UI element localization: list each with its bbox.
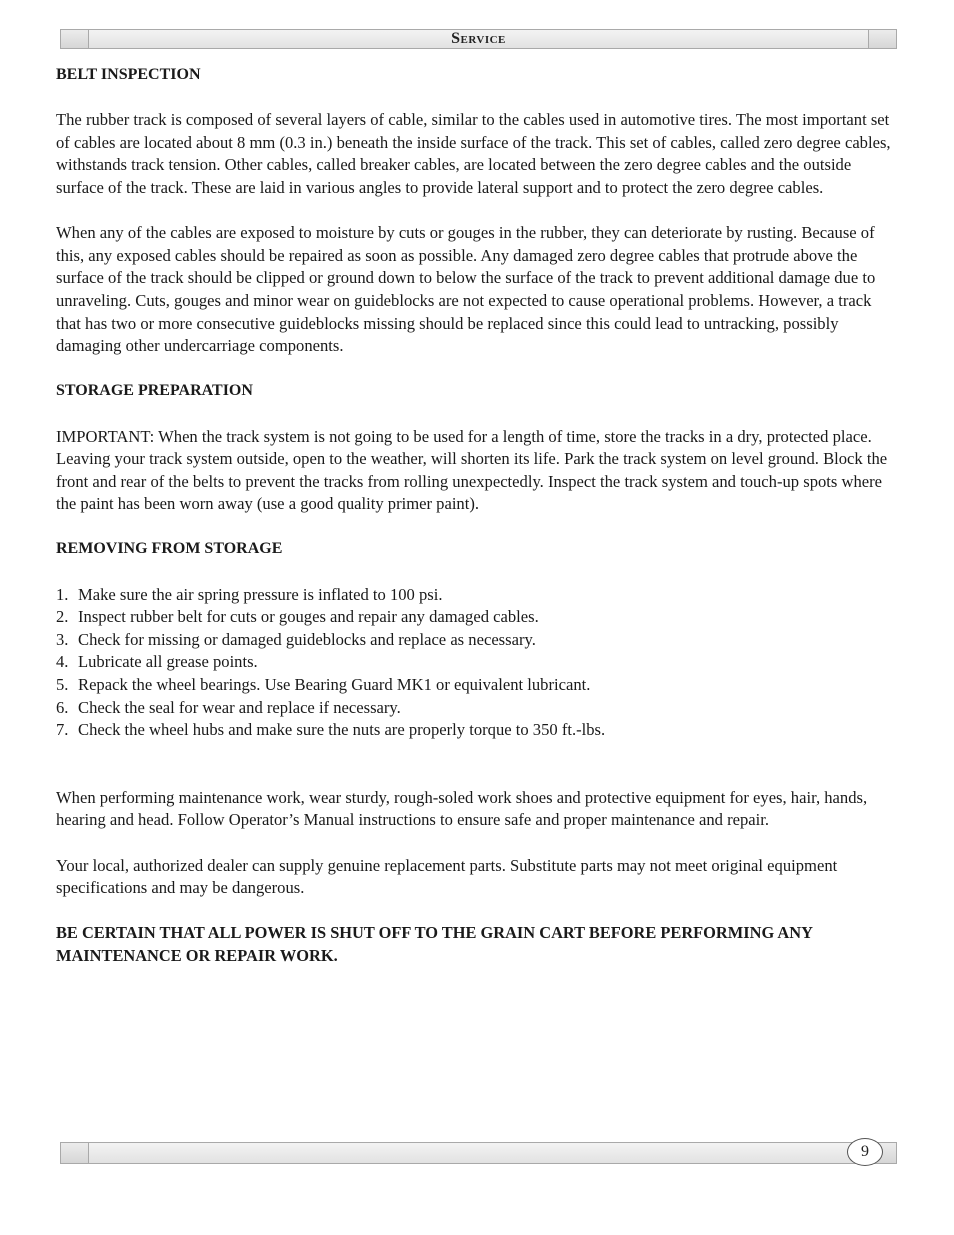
belt-inspection-paragraph-2: When any of the cables are exposed to moisture by cuts or gouges in the rubber, they can deteriorate by rusting. Because of this, any exposed cables should be repaired as soon as possible. Any damaged zero degree cables that protrude above the surface of the track should be clipped or ground down to below the surface of the track to prevent additional damage due to unraveling. Cuts, gouges and minor wear on guideblocks are not expected to cause operational problems. However, a track that has two or more consecutive guideblocks missing should be replaced since this could lead to untracking, possibly damaging other undercarriage components.	[56, 223, 876, 356]
step-item: 4. Lubricate all grease points.	[56, 652, 258, 672]
page-number: 9	[847, 1138, 883, 1166]
step-item: 2. Inspect rubber belt for cuts or gouges and repair any damaged cables.	[56, 607, 539, 627]
step-item: 6. Check the seal for wear and replace if necessary.	[56, 697, 401, 717]
page-content	[56, 64, 898, 968]
belt-inspection-paragraph-1: The rubber track is composed of several layers of cable, similar to the cables used in automotive tires. The most important set of cables are located about 8 mm (0.3 in.) beneath the inside surface of the track. This set of cables, called zero degree cables, withstands track tension. Other cables, called breaker cables, are located between the zero degree cables and the outside surface of the track. These are laid in various angles to provide lateral support and to protect the zero degree cables.	[56, 110, 891, 197]
footer-bar-left-cap	[61, 1143, 89, 1163]
removing-from-storage-heading: REMOVING FROM STORAGE	[56, 540, 283, 558]
header-bar	[60, 29, 897, 49]
step-item: 7. Check the wheel hubs and make sure the nuts are properly torque to 350 ft.-lbs.	[56, 720, 606, 740]
storage-preparation-paragraph: IMPORTANT: When the track system is not going to be used for a length of time, store the tracks in a dry, protected place. Leaving your track system outside, open to the weather, will shorten its life. Park the track system on level ground. Block the front and rear of the belts to prevent the tracks from rolling unexpectedly. Inspect the track system and touch-up spots where the paint has been worn away (use a good quality primer paint).	[56, 426, 888, 514]
header-bar-right-cap	[868, 30, 896, 48]
safety-paragraph-2: Your local, authorized dealer can supply genuine replacement parts. Substitute parts may not meet original equipment specifications and may be dangerous.	[56, 855, 838, 898]
power-off-warning: BE CERTAIN THAT ALL POWER IS SHUT OFF TO THE GRAIN CART BEFORE PERFORMING ANY MAINTENANCE OR REPAIR WORK.	[56, 923, 813, 965]
removing-from-storage-steps	[56, 584, 898, 742]
safety-paragraph-1: When performing maintenance work, wear sturdy, rough-soled work shoes and protective equipment for eyes, hair, hands, hearing and head. Follow Operator’s Manual instructions to ensure safe and proper maintenance and repair.	[56, 787, 868, 830]
step-item: 5. Repack the wheel bearings. Use Bearing Guard MK1 or equivalent lubricant.	[56, 675, 591, 695]
belt-inspection-heading: BELT INSPECTION	[56, 66, 201, 83]
storage-preparation-heading: STORAGE PREPARATION	[56, 382, 253, 400]
step-item: 3. Check for missing or damaged guideblocks and replace as necessary.	[56, 629, 536, 649]
footer-bar	[60, 1142, 897, 1164]
page-header-title: Service	[451, 30, 506, 47]
step-item: 1. Make sure the air spring pressure is inflated to 100 psi.	[56, 584, 443, 604]
